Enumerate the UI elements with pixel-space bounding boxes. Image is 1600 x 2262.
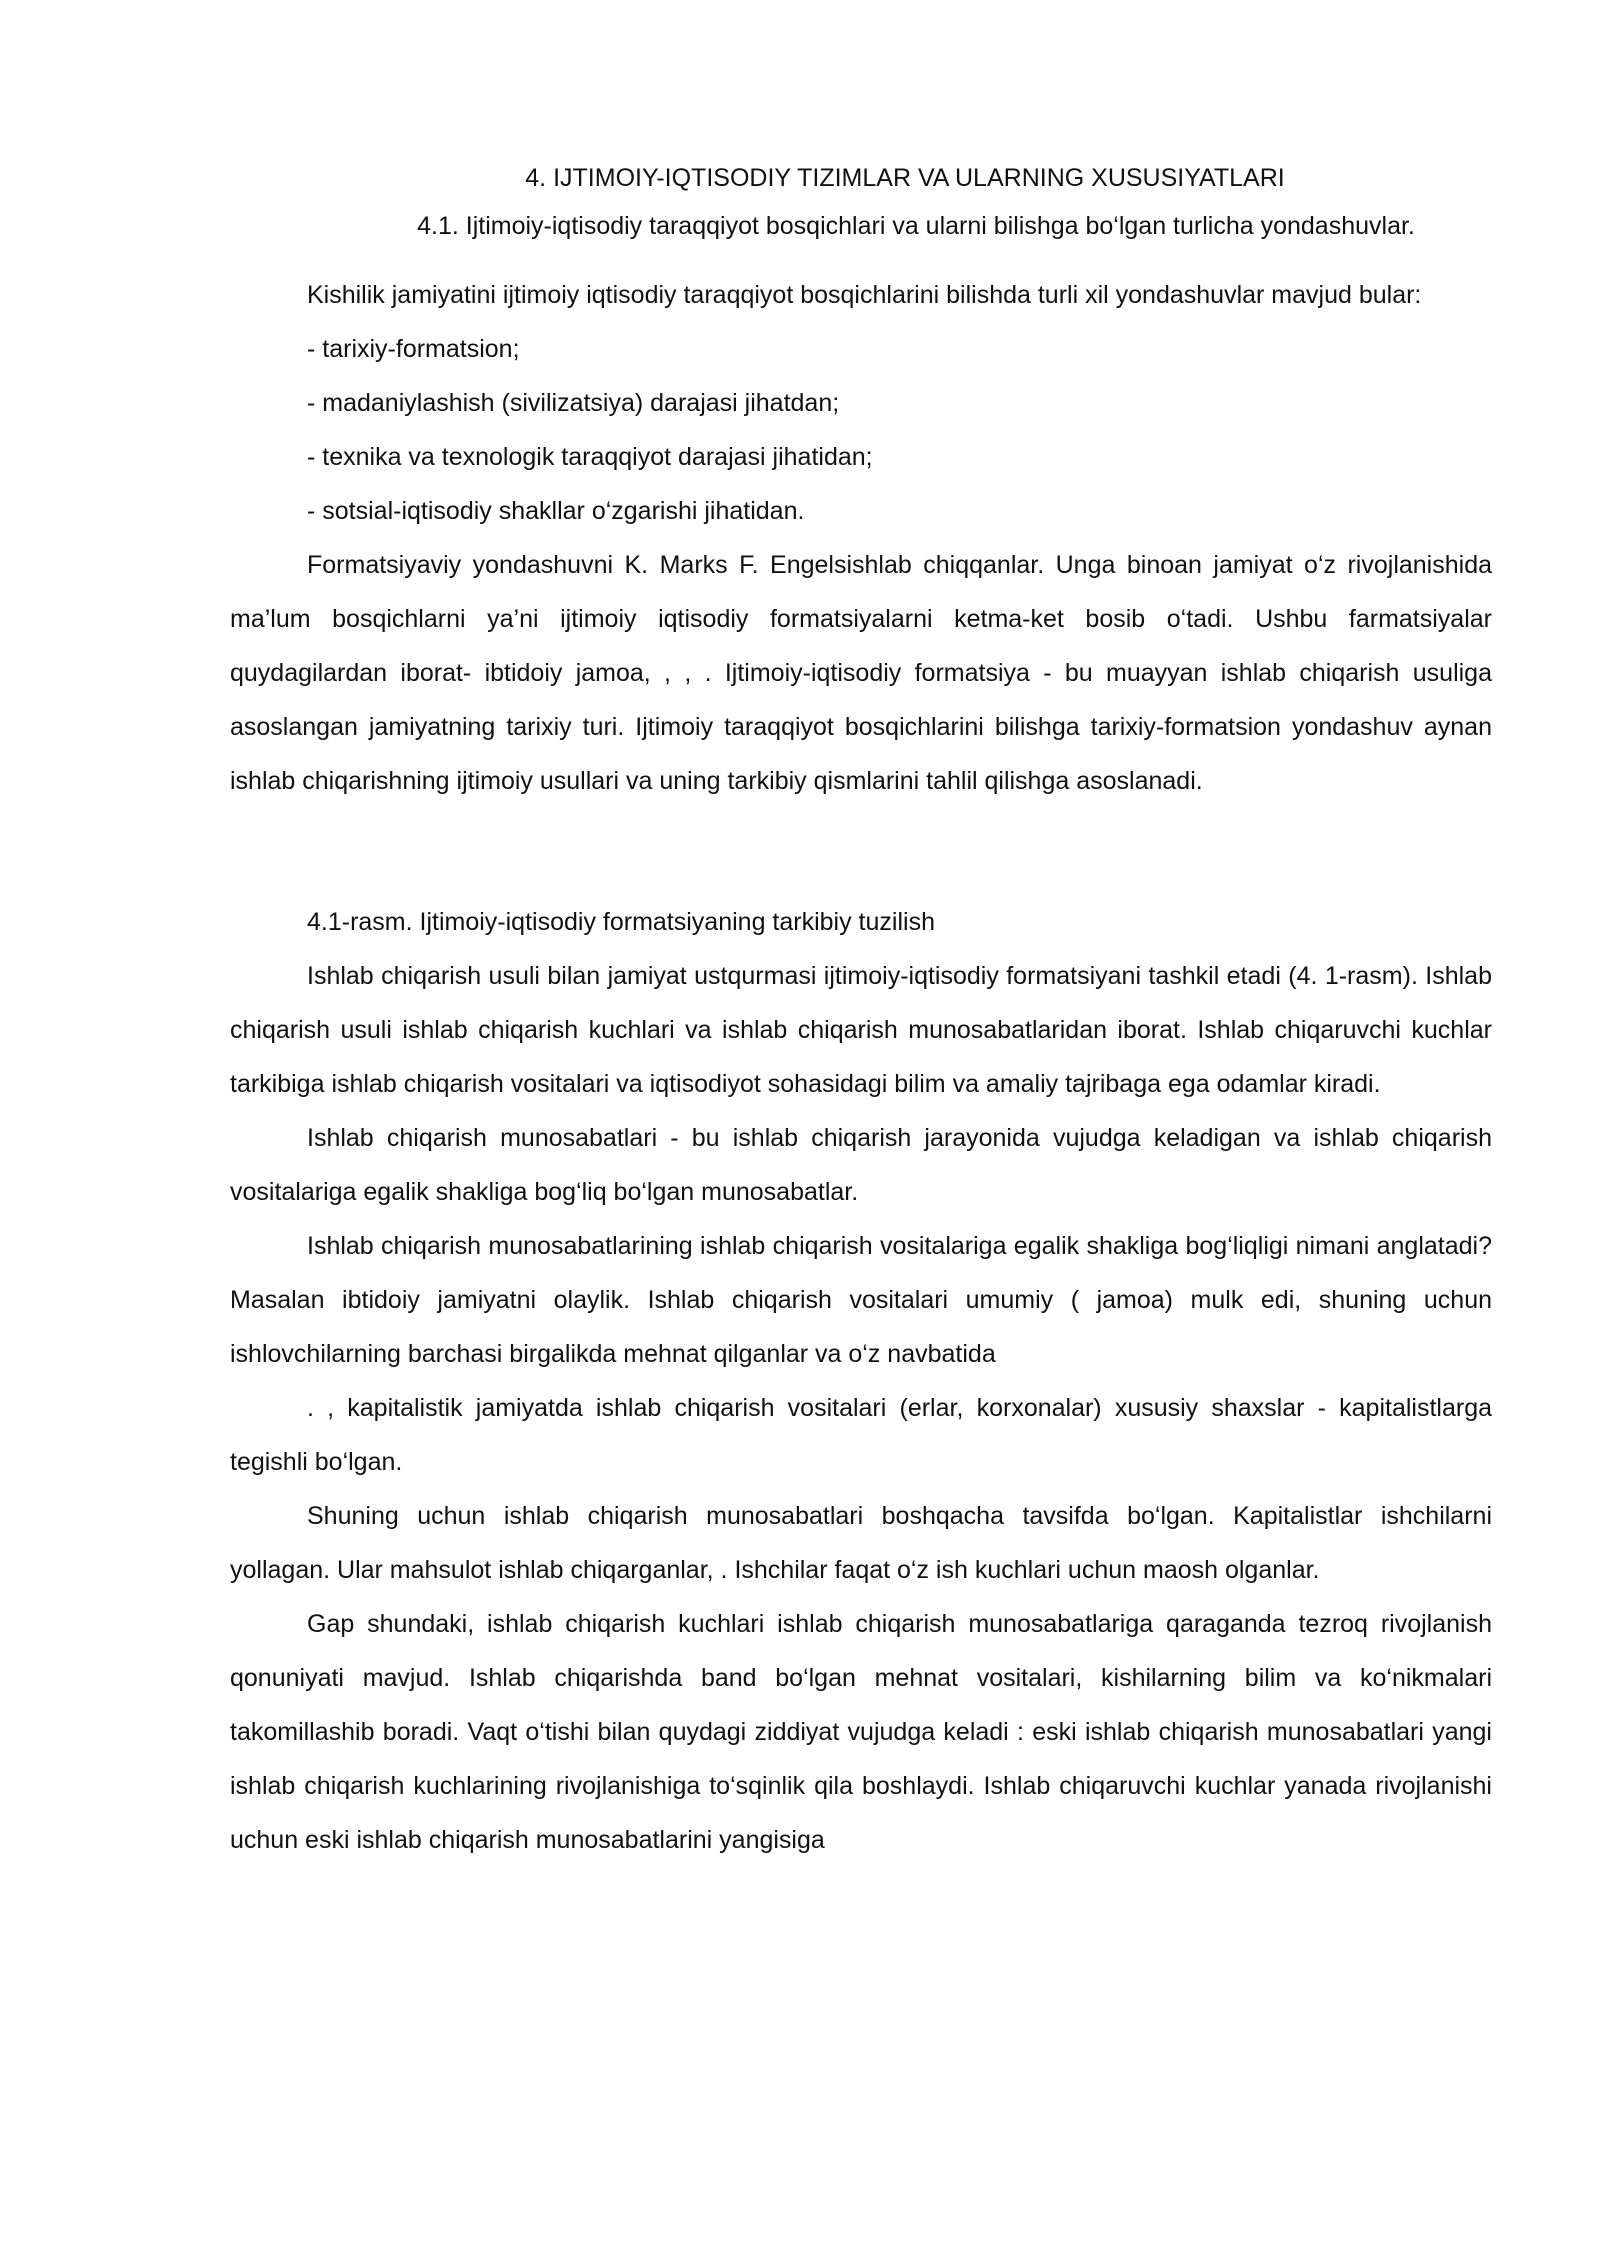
production-relations-paragraph: Ishlab chiqarish munosabatlari - bu ishlab chiqarish jarayonida vujudga keladigan va ishlab chiqarish vositalariga egalik shakliga bog‘liq bo‘lgan munosabatlar.: [230, 1124, 1492, 1206]
approach-list-item: - tarixiy-formatsion;: [307, 335, 520, 363]
approach-list-item: - madaniylashish (sivilizatsiya) darajasi jihatdan;: [307, 389, 840, 417]
hired-labor-paragraph: Shuning uchun ishlab chiqarish munosabatlari boshqacha tavsifda bo‘lgan. Kapitalistlar ishchilarni yollagan. Ular mahsulot ishlab chiqarganlar, . Ishchilar faqat o‘z ish kuchlari uchun maosh olganlar.: [230, 1502, 1492, 1584]
section-title: 4.1. Ijtimoiy-iqtisodiy taraqqiyot bosqichlari va ularni bilishga bo‘lgan turlicha yondashuvlar.: [417, 212, 1415, 240]
formation-paragraph: Formatsiyaviy yondashuvni K. Marks F. Engelsishlab chiqqanlar. Unga binoan jamiyat o‘z rivojlanishida ma’lum bosqichlarni ya’ni ijtimoiy iqtisodiy formatsiyalarni ketma-ket bosib o‘tadi. Ushbu farmatsiyalar quydagilardan iborat- ibtidoiy jamoa, , , . Ijtimoiy-iqtisodiy formatsiya - bu muayyan ishlab chiqarish usuliga asoslangan jamiyatning tarixiy turi. Ijtimoiy taraqqiyot bosqichlarini bilishga tarixiy-formatsion yondashuv aynan ishlab chiqarishning ijtimoiy usullari va uning tarkibiy qismlarini tahlil qilishga asoslanadi.: [230, 551, 1492, 795]
contradiction-paragraph: Gap shundaki, ishlab chiqarish kuchlari ishlab chiqarish munosabatlariga qaraganda tezroq rivojlanish qonuniyati mavjud. Ishlab chiqarishda band bo‘lgan mehnat vositalari, kishilarning bilim va ko‘nikmalari takomillashib boradi. Vaqt o‘tishi bilan quydagi ziddiyat vujudga keladi : eski ishlab chiqarish munosabatlari yangi ishlab chiqarish kuchlarining rivojlanishiga to‘sqinlik qila boshlaydi. Ishlab chiqaruvchi kuchlar yanada rivojlanishi uchun eski ishlab chiqarish munosabatlarini yangisiga: [230, 1610, 1492, 1854]
capitalism-paragraph: . , kapitalistik jamiyatda ishlab chiqarish vositalari (erlar, korxonalar) xususiy shaxslar - kapitalistlarga tegishli bo‘lgan.: [230, 1394, 1492, 1476]
chapter-title: 4. IJTIMOIY-IQTISODIY TIZIMLAR VA ULARNING XUSUSIYATLARI: [525, 164, 1285, 192]
production-mode-paragraph: Ishlab chiqarish usuli bilan jamiyat ustqurmasi ijtimoiy-iqtisodiy formatsiyani tashkil etadi (4. 1-rasm). Ishlab chiqarish usuli ishlab chiqarish kuchlari va ishlab chiqarish munosabatlaridan iborat. Ishlab chiqaruvchi kuchlar tarkibiga ishlab chiqarish vositalari va iqtisodiyot sohasidagi bilim va amaliy tajribaga ega odamlar kiradi.: [230, 962, 1492, 1098]
ownership-question-paragraph: Ishlab chiqarish munosabatlarining ishlab chiqarish vositalariga egalik shakliga bog‘liqligi nimani anglatadi? Masalan ibtidoiy jamiyatni olaylik. Ishlab chiqarish vositalari umumiy ( jamoa) mulk edi, shuning uchun ishlovchilarning barchasi birgalikda mehnat qilganlar va o‘z navbatida: [230, 1232, 1492, 1368]
approach-list-item: - sotsial-iqtisodiy shakllar o‘zgarishi jihatidan.: [307, 497, 805, 525]
figure-caption: 4.1-rasm. Ijtimoiy-iqtisodiy formatsiyaning tarkibiy tuzilish: [307, 908, 935, 936]
approach-list-item: - texnika va texnologik taraqqiyot darajasi jihatidan;: [307, 443, 873, 471]
intro-paragraph: Kishilik jamiyatini ijtimoiy iqtisodiy taraqqiyot bosqichlarini bilishda turli xil yondashuvlar mavjud bular:: [307, 281, 1422, 309]
document-page: [230, 160, 1492, 1867]
